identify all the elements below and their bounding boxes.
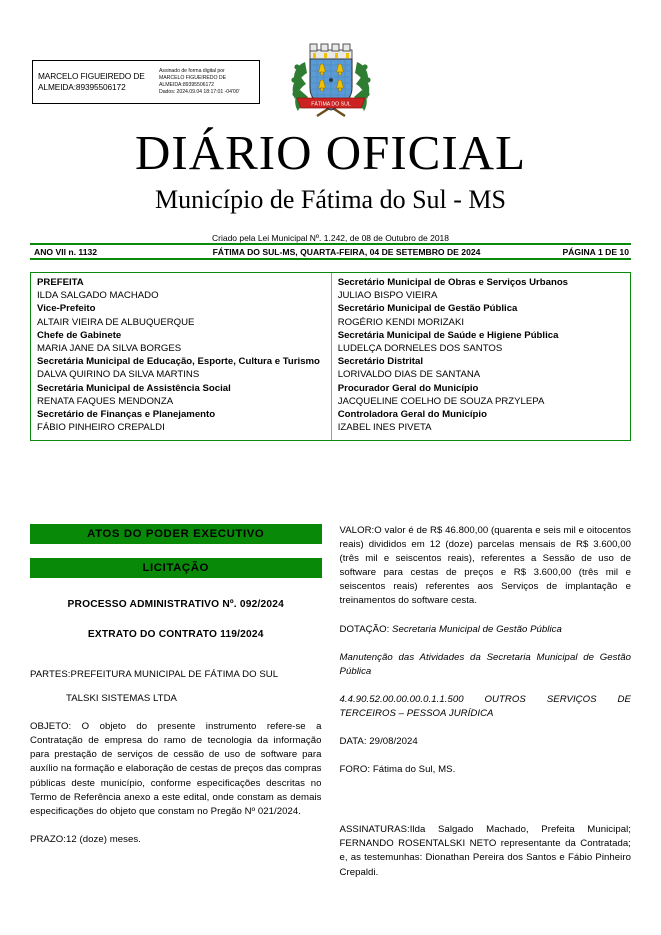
official-role: Procurador Geral do Município bbox=[337, 382, 479, 394]
dotacao-budget-code: 4.4.90.52.00.00.00.0.1.1.500 OUTROS SERVIÇOS DE TERCEIROS – PESSOA JURÍDICA bbox=[339, 693, 631, 719]
page-title: DIÁRIO OFICIAL bbox=[135, 125, 526, 180]
partes-contratada: TALSKI SISTEMAS LTDA bbox=[66, 693, 177, 705]
foro-text: FORO: Fátima do Sul, MS. bbox=[339, 764, 456, 776]
official-name: ILDA SALGADO MACHADO bbox=[37, 290, 159, 302]
crest-ribbon-text: FÁTIMA DO SUL bbox=[311, 101, 351, 108]
issue-band bbox=[30, 243, 631, 260]
objeto-text: OBJETO: O objeto do presente instrumento refere-se a Contratação de empresa do ramo de tecnologia da informação para prestação de serviços de cessão de uso de software para auxílio na formação e elaboração de cestas de preços das compras públicas deste município, conforme especificações descritas no Termo de Referência anexo a este edital, onde constam as demais especificações do objeto que constam no Pregão Nº 021/2024. bbox=[30, 721, 322, 817]
officials-column-right bbox=[332, 273, 630, 440]
issue-year: ANO VII n. 1132 bbox=[34, 246, 98, 257]
banner-licitacao: LICITAÇÃO bbox=[30, 558, 322, 578]
signature-name-line2: ALMEIDA:89395506172 bbox=[38, 82, 126, 92]
creation-law-text: Criado pela Lei Municipal Nº. 1.242, de 08 de Outubro de 2018 bbox=[211, 233, 449, 243]
data-text: DATA: 29/08/2024 bbox=[339, 736, 418, 748]
official-role: Secretária Municipal de Assistência Social bbox=[37, 382, 231, 394]
official-name: ROGÉRIO KENDI MORIZAKI bbox=[337, 316, 465, 328]
extrato-contrato: EXTRATO DO CONTRATO 119/2024 bbox=[87, 629, 264, 640]
page-subtitle: Município de Fátima do Sul - MS bbox=[155, 185, 506, 214]
official-name: RENATA FAQUES MENDONZA bbox=[37, 395, 174, 407]
official-role: Secretário Distrital bbox=[337, 356, 424, 368]
banner-atos-poder-executivo: ATOS DO PODER EXECUTIVO bbox=[30, 524, 322, 544]
official-name: ALTAIR VIEIRA DE ALBUQUERQUE bbox=[37, 316, 195, 328]
official-name: MARIA JANE DA SILVA BORGES bbox=[37, 343, 182, 355]
official-role: Secretário Municipal de Gestão Pública bbox=[337, 303, 518, 315]
issue-place-date: FÁTIMA DO SUL-MS, QUARTA-FEIRA, 04 DE SETEMBRO DE 2024 bbox=[212, 246, 481, 257]
official-name: DALVA QUIRINO DA SILVA MARTINS bbox=[37, 369, 200, 381]
official-role: Controladora Geral do Município bbox=[337, 409, 487, 421]
official-role: PREFEITA bbox=[37, 277, 84, 288]
digital-signature-box bbox=[32, 60, 260, 104]
officials-column-left bbox=[31, 273, 332, 440]
dotacao-label: DOTAÇÃO: bbox=[339, 623, 390, 635]
signature-name-line1: MARCELO FIGUEIREDO DE bbox=[38, 71, 145, 81]
assinaturas-text: ASSINATURAS:Ilda Salgado Machado, Prefeita Municipal; FERNANDO ROSENTALSKI NETO representante da Contratada; e, as testemunhas: Dionathan Pereira dos Santos e Fábio Pinheiro Crepaldi. bbox=[339, 824, 631, 878]
signature-detail-line4: Dados: 2024.09.04 18:17:01 -04'00' bbox=[159, 89, 240, 96]
signature-name bbox=[33, 71, 156, 93]
official-name: FÁBIO PINHEIRO CREPALDI bbox=[37, 422, 165, 434]
content-column-left bbox=[30, 524, 322, 880]
official-name: IZABEL INES PIVETA bbox=[337, 422, 432, 434]
official-name: LUDELÇA DORNELES DOS SANTOS bbox=[337, 343, 503, 355]
content-columns bbox=[30, 524, 631, 880]
masthead bbox=[0, 126, 661, 244]
content-column-right bbox=[340, 524, 632, 880]
official-role: Chefe de Gabinete bbox=[37, 329, 122, 341]
official-role: Secretária Municipal de Educação, Esporte, Cultura e Turismo bbox=[37, 356, 320, 368]
official-name: JACQUELINE COELHO DE SOUZA PRZYLEPA bbox=[337, 395, 545, 407]
official-name: LORIVALDO DIAS DE SANTANA bbox=[337, 369, 481, 381]
official-name: JULIAO BISPO VIEIRA bbox=[337, 290, 438, 302]
dotacao-line bbox=[340, 623, 632, 637]
signature-details bbox=[156, 68, 239, 97]
dotacao-value: Secretaria Municipal de Gestão Pública bbox=[392, 623, 562, 635]
coat-of-arms-icon bbox=[287, 36, 375, 124]
official-role: Secretária Municipal de Saúde e Higiene Pública bbox=[337, 329, 559, 341]
signature-detail-line2: MARCELO FIGUEIREDO DE bbox=[159, 74, 226, 81]
officials-table bbox=[30, 272, 631, 441]
official-role: Secretário Municipal de Obras e Serviços Urbanos bbox=[337, 277, 569, 288]
official-role: Secretário de Finanças e Planejamento bbox=[37, 409, 216, 421]
issue-page-number: PÁGINA 1 DE 10 bbox=[562, 246, 629, 257]
processo-administrativo: PROCESSO ADMINISTRATIVO Nº. 092/2024 bbox=[67, 599, 284, 610]
partes-line: PARTES:PREFEITURA MUNICIPAL DE FÁTIMA DO SUL bbox=[30, 669, 279, 680]
dotacao-activity: Manutenção das Atividades da Secretaria Municipal de Gestão Pública bbox=[339, 651, 631, 677]
valor-text: VALOR:O valor é de R$ 46.800,00 (quarenta e seis mil e oitocentos reais) divididos em 12 (doze) parcelas mensais de R$ 3.600,00 (três mil e seiscentos reais), referentes a Sessão de uso de software para cestas de preços e R$ 3.600,00 (três mil e seiscentos reais) referentes aos Serviços de implantação e treinamentos do software cesta. bbox=[339, 525, 631, 607]
prazo-text: PRAZO:12 (doze) meses. bbox=[30, 833, 141, 845]
official-role: Vice-Prefeito bbox=[37, 303, 96, 315]
signature-detail-line3: ALMEIDA:89395506172 bbox=[159, 82, 215, 88]
signature-detail-line1: Assinado de forma digital por bbox=[159, 67, 225, 74]
